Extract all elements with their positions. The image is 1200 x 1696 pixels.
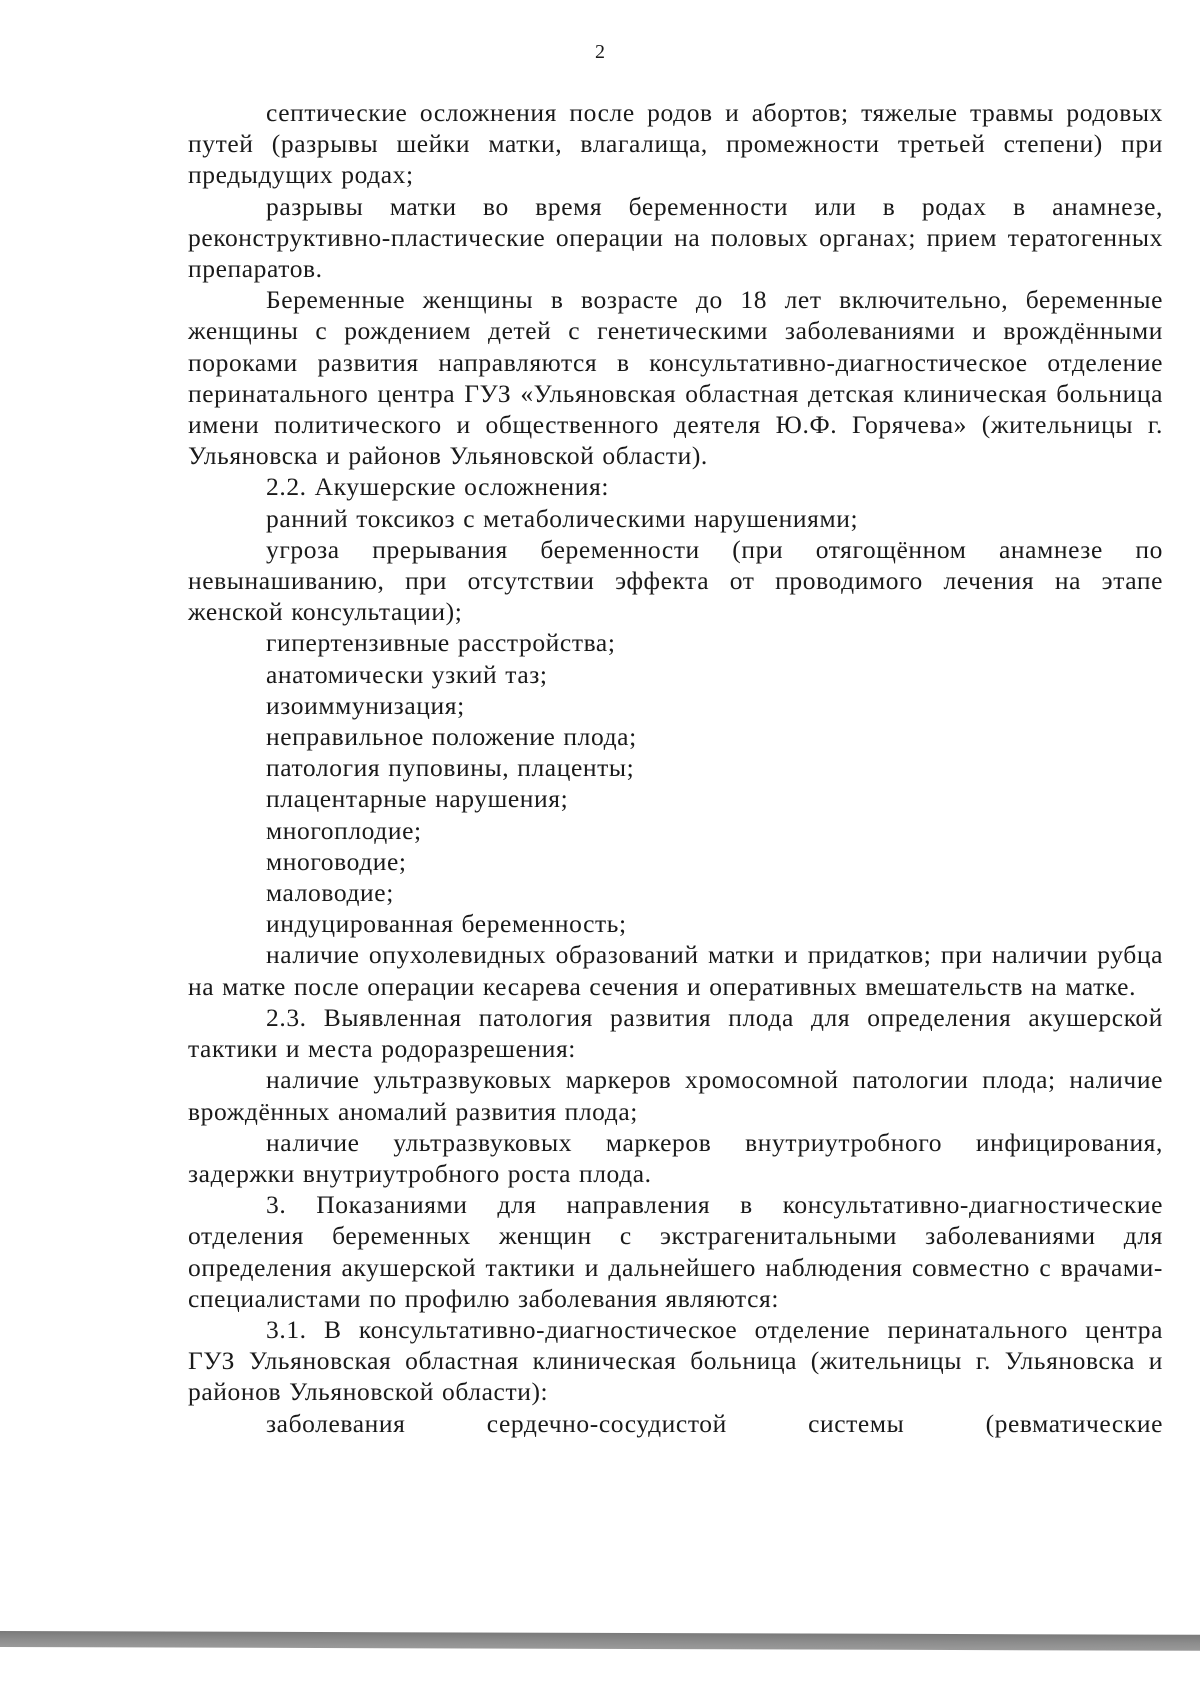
list-item: ранний токсикоз с метаболическими нарушениями; [266,503,859,533]
list-item: наличие ультразвуковых маркеров внутриутробного инфицирования, задержки внутриутробного роста плода. [188,1127,1163,1188]
paragraph-uterine-rupture: разрывы матки во время беременности или в родах в анамнезе, реконструктивно-пластические операции на половых органах; прием тератогенных препаратов. [188,191,1163,284]
list-item: анатомически узкий таз; [266,659,548,689]
list-item: многоводие; [266,846,407,876]
list-item: угроза прерывания беременности (при отягощённом анамнезе по невынашиванию, при отсутствии эффекта от проводимого лечения на этапе женской консультации); [188,534,1163,627]
document-body [188,97,1163,1439]
section-heading-2-2: 2.2. Акушерские осложнения: [266,472,610,502]
list-item: индуцированная беременность; [266,909,627,939]
paragraph-underage-pregnant: Беременные женщины в возрасте до 18 лет включительно, беременные женщины с рождением детей с генетическими заболеваниями и врождёнными пороками развития направляются в консультативно-диагностическое отделение перинатального центра ГУЗ «Ульяновская областная детская клиническая больница имени политического и общественного деятеля Ю.Ф. Горячева» (жительницы г. Ульяновска и районов Ульяновской области). [188,285,1163,471]
section-heading-3-1: 3.1. В консультативно-диагностическое отделение перинатального центра ГУЗ Ульяновская областная клиническая больница (жительницы г. Ульяновска и районов Ульяновской области): [188,1314,1163,1407]
list-item: патология пуповины, плаценты; [266,753,635,783]
section-heading-2-3: 2.3. Выявленная патология развития плода для определения акушерской тактики и места родоразрешения: [188,1002,1163,1064]
list-item: неправильное положение плода; [266,722,637,752]
list-item: изоиммунизация; [266,690,465,720]
page-number: 2 [595,41,605,63]
section-heading-3: 3. Показаниями для направления в консультативно-диагностические отделения беременных женщин с экстрагенитальными заболеваниями для определения акушерской тактики и дальнейшего наблюдения совместно с врачами-специалистами по профилю заболевания являются: [188,1190,1163,1313]
list-item: наличие опухолевидных образований матки и придатков; при наличии рубца на матке после операции кесарева сечения и оперативных вмешательств на матке. [188,940,1163,1001]
paragraph-septic-complications: септические осложнения после родов и абортов; тяжелые травмы родовых путей (разрывы шейки матки, влагалища, промежности третьей степени) при предыдущих родах; [188,98,1163,190]
list-item: маловодие; [266,878,394,908]
list-item: наличие ультразвуковых маркеров хромосомной патологии плода; наличие врождённых аномалий развития плода; [188,1065,1163,1126]
list-item-cardiovascular: заболевания сердечно-сосудистой системы (ревматические [266,1408,1163,1438]
list-item: многоплодие; [266,815,422,845]
scan-edge-bar [0,1631,1200,1651]
list-item: плацентарные нарушения; [266,784,569,814]
list-item: гипертензивные расстройства; [266,628,616,658]
